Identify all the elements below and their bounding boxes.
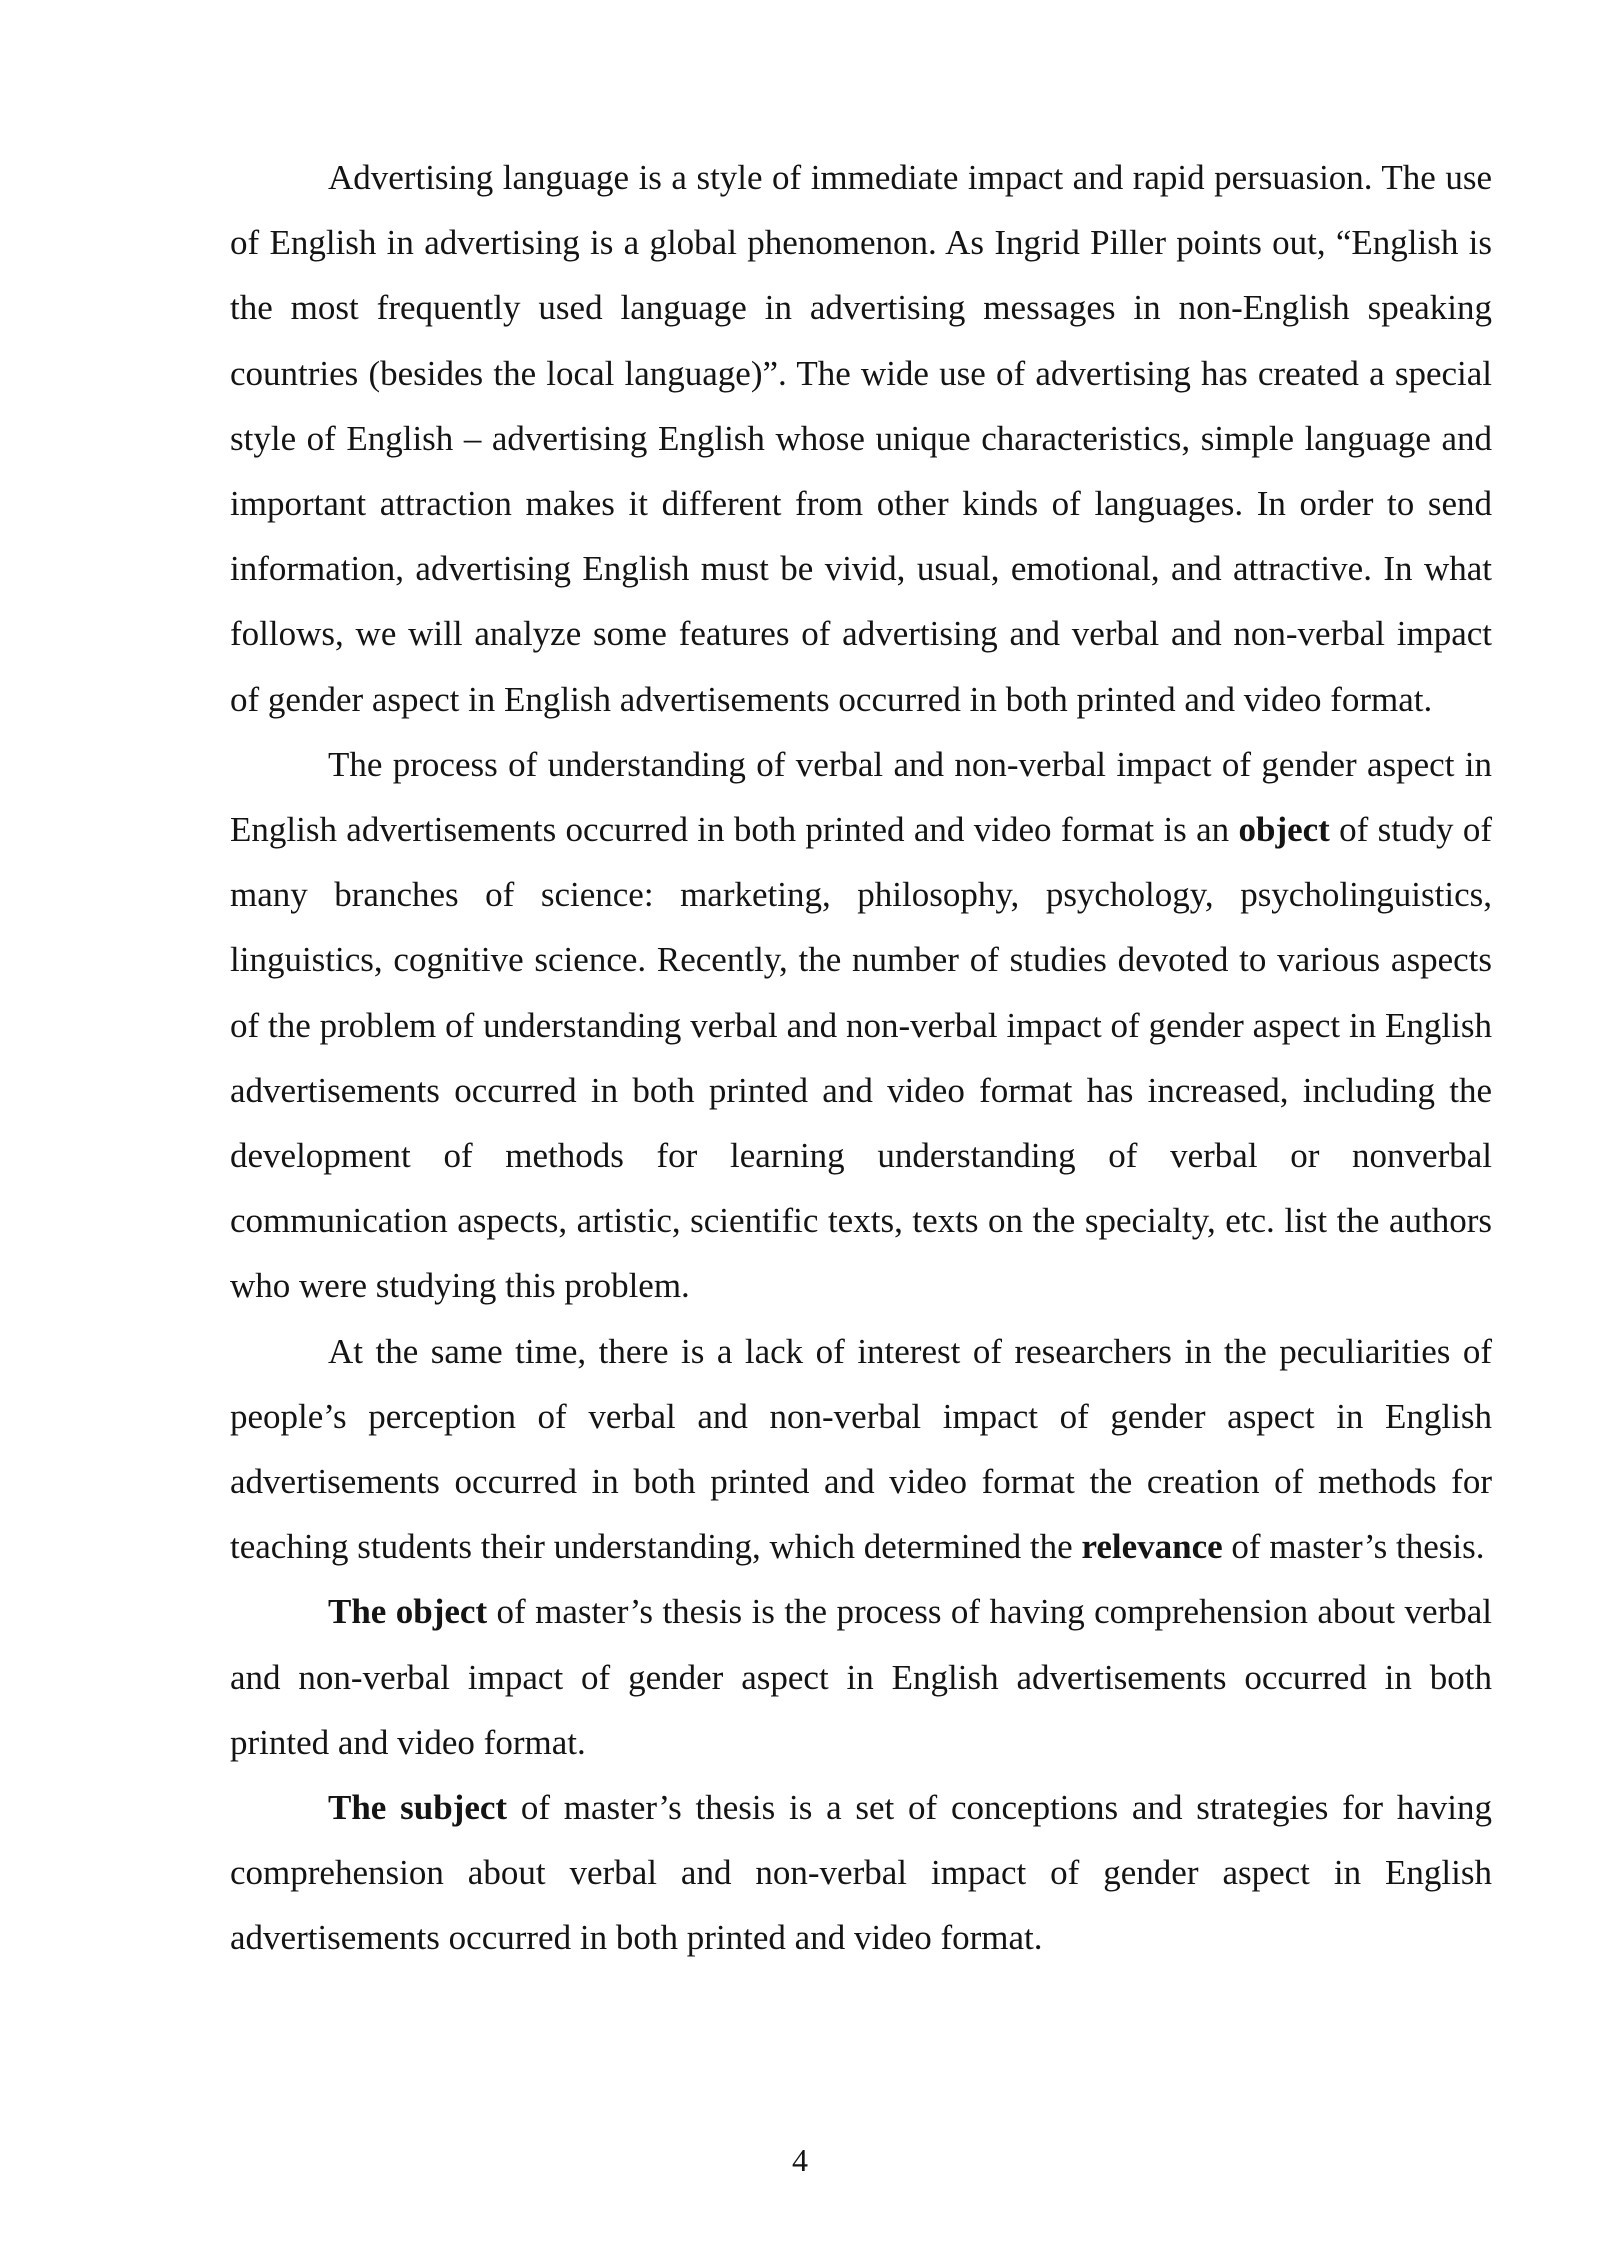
paragraph-text: Advertising language is a style of immediate impact and rapid persuasion. The use of English in advertising is a global phenomenon. As Ingrid Piller points out, “English is the most frequently used language in advertising messages in non-English speaking countries (besides the local language)”. The wide use of advertising has created a special style of English – advertising English whose unique characteristics, simple language and important attraction makes it different from other kinds of languages. In order to send information, advertising English must be vivid, usual, emotional, and attractive. In what follows, we will analyze some features of advertising and verbal and non-verbal impact of gender aspect in English advertisements occurred in both printed and video format. xyxy=(230,158,1492,719)
paragraph-thesis-subject xyxy=(230,1775,1492,1971)
bold-term-the-object: The object xyxy=(328,1592,488,1632)
page-number: 4 xyxy=(792,2142,808,2178)
paragraph-text: of master’s thesis is a set of conceptions and strategies for having comprehension about verbal and non-verbal impact of gender aspect in English advertisements occurred in both printed and video format. xyxy=(230,1788,1493,1958)
paragraph-text: The process of understanding of verbal and non-verbal impact of gender aspect in English advertisements occurred in both printed and video format is an xyxy=(230,744,1492,850)
bold-term-the-subject: The subject xyxy=(328,1788,508,1828)
paragraph-relevance xyxy=(230,1319,1492,1580)
paragraph-text: of master’s thesis. xyxy=(1222,1527,1485,1567)
paragraph-text: of master’s thesis is the process of having comprehension about verbal and non-verbal impact of gender aspect in English advertisements occurred in both printed and video format. xyxy=(230,1592,1492,1762)
paragraph-text: of study of many branches of science: marketing, philosophy, psychology, psycholinguistics, linguistics, cognitive science. Recently, the number of studies devoted to various aspects of the problem of understanding verbal and non-verbal impact of gender aspect in English advertisements occurred in both printed and video format has increased, including the development of methods for learning understanding of verbal or nonverbal communication aspects, artistic, scientific texts, texts on the specialty, etc. list the authors who were studying this problem. xyxy=(230,810,1492,1306)
page-body xyxy=(230,145,1492,1971)
paragraph-thesis-object xyxy=(230,1579,1492,1775)
paragraph-object-of-study xyxy=(230,732,1492,1319)
bold-term-relevance: relevance xyxy=(1081,1527,1223,1567)
paragraph-text: At the same time, there is a lack of interest of researchers in the peculiarities of people’s perception of verbal and non-verbal impact of gender aspect in English advertisements occurred in both printed and video format the creation of methods for teaching students their understanding, which determined the xyxy=(230,1331,1492,1567)
paragraph-advertising-language xyxy=(230,145,1492,732)
bold-term-object: object xyxy=(1238,810,1330,850)
